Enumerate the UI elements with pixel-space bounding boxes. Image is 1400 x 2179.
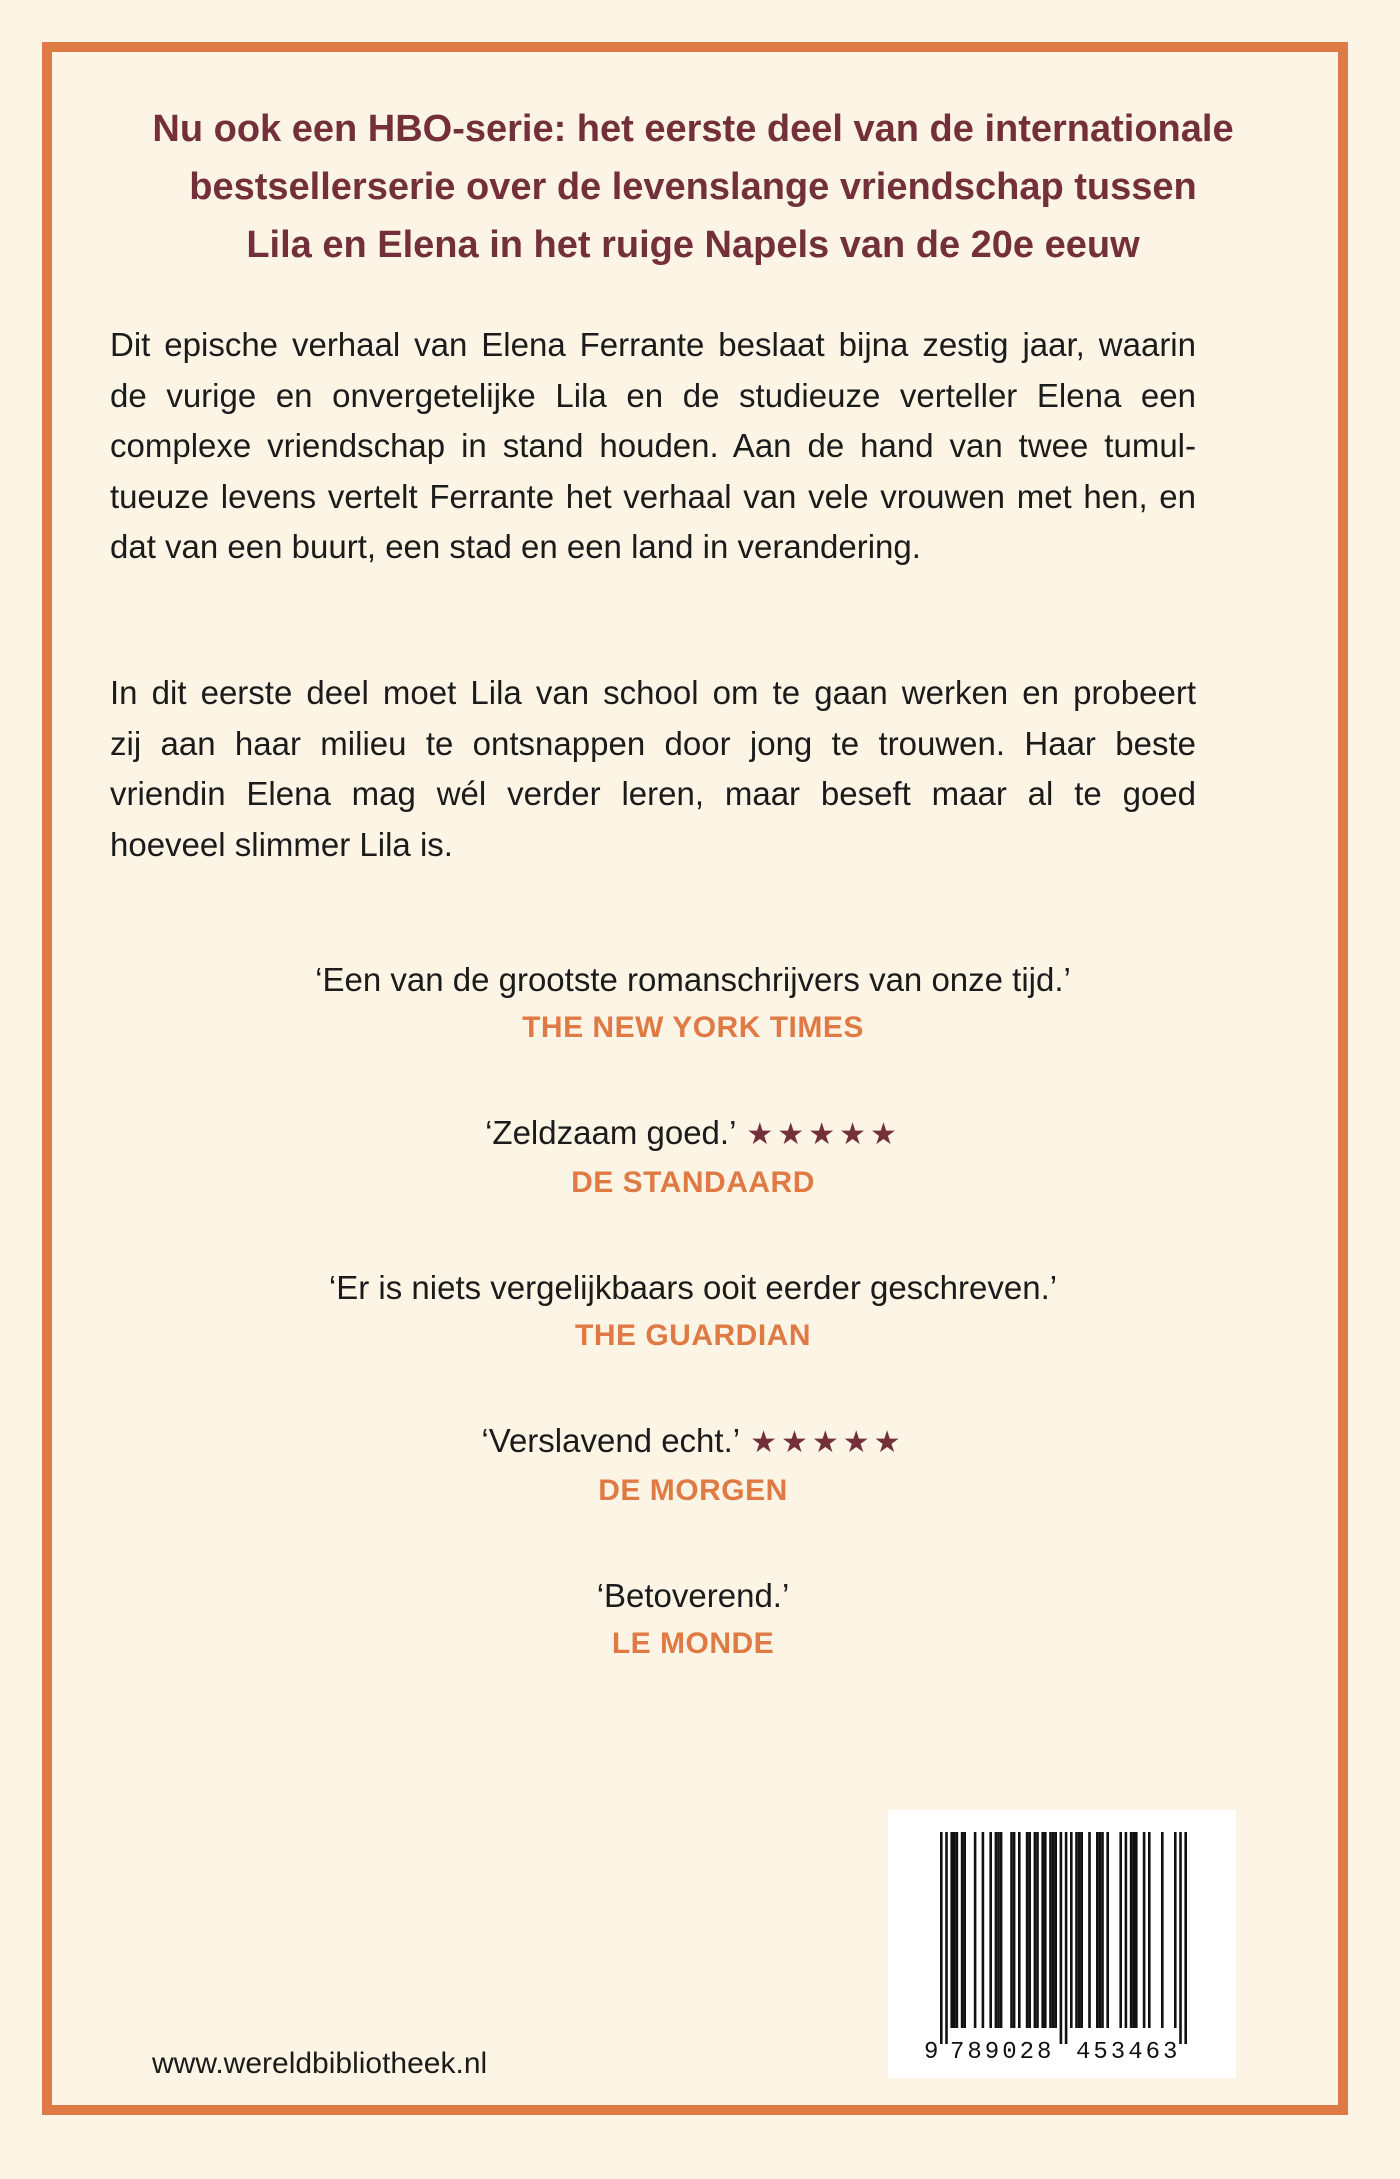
- barcode-bar: [1125, 1832, 1128, 2028]
- barcode-guard-bar: [1184, 1832, 1187, 2044]
- barcode-bar: [974, 1832, 977, 2028]
- quote-text-line: [110, 1571, 1276, 1621]
- barcode-bar: [1013, 1832, 1016, 2028]
- quote-text: ‘Zeldzaam goed.’: [485, 1114, 737, 1151]
- barcode-bar: [1041, 1832, 1044, 2028]
- barcode-bar: [1080, 1832, 1083, 2028]
- description-paragraph-1: [110, 320, 1196, 573]
- barcode-bar: [982, 1832, 985, 2028]
- barcode-bar: [1078, 1832, 1081, 2028]
- barcode-digit-prefix: 9: [924, 2039, 939, 2066]
- review-quote: [110, 1416, 1276, 1514]
- barcode-bar: [1148, 1832, 1151, 2028]
- barcode-bar: [1018, 1832, 1021, 2028]
- barcode-digits-left: 789028: [950, 2039, 1055, 2066]
- quote-text-line: [110, 955, 1276, 1005]
- quote-text: ‘Verslavend echt.’: [481, 1422, 741, 1459]
- review-quote: [110, 1571, 1276, 1667]
- review-quote: [110, 1263, 1276, 1359]
- barcode-bar: [963, 1832, 966, 2028]
- barcode-guard-bar: [940, 1832, 943, 2044]
- barcode-bar: [1130, 1832, 1133, 2028]
- barcode-bar: [1099, 1832, 1102, 2028]
- barcode-bar: [989, 1832, 992, 2028]
- barcode-bar: [961, 1832, 964, 2028]
- barcode-bar: [1075, 1832, 1078, 2028]
- barcode-guard-bar: [1060, 1832, 1063, 2044]
- quote-text: ‘Een van de grootste romanschrijvers van onze tijd.’: [315, 961, 1071, 998]
- barcode-guard-bar: [1065, 1832, 1068, 2044]
- barcode-bar: [1049, 1832, 1052, 2028]
- barcode-bar: [1135, 1832, 1138, 2028]
- paragraph-line: vriendin Elena mag wél verder leren, maar beseft maar al te goed: [110, 775, 1196, 812]
- headline: [110, 100, 1276, 274]
- review-quote: [110, 955, 1276, 1051]
- barcode-bar: [1036, 1832, 1039, 2028]
- quote-text: ‘Betoverend.’: [596, 1577, 790, 1614]
- barcode-bar: [1054, 1832, 1057, 2028]
- paragraph-line: hoeveel slimmer Lila is.: [110, 825, 453, 863]
- barcode-bar: [1101, 1832, 1104, 2028]
- barcode-bar: [997, 1832, 1000, 2028]
- paragraph-line: complexe vriendschap in stand houden. Aan de hand van twee tumul-: [110, 427, 1196, 464]
- barcode-bar: [953, 1832, 956, 2028]
- barcode-bar: [1044, 1832, 1047, 2028]
- barcode-graphic: [888, 1810, 1236, 2078]
- barcode-bar: [1174, 1832, 1177, 2028]
- barcode-bar: [1000, 1832, 1003, 2028]
- barcode-bar: [1161, 1832, 1164, 2028]
- review-quotes: [110, 955, 1276, 1667]
- barcode-bar: [1143, 1832, 1146, 2028]
- quote-text-line: [110, 1263, 1276, 1313]
- barcode-bar: [1026, 1832, 1029, 2028]
- barcode-guard-bar: [1179, 1832, 1182, 2044]
- star-rating-icon: ★★★★★: [750, 1426, 905, 1459]
- barcode-bar: [1070, 1832, 1073, 2028]
- barcode-bar: [1034, 1832, 1037, 2028]
- barcode-guard-bar: [945, 1832, 948, 2044]
- barcode-bar: [956, 1832, 959, 2028]
- headline-line: Lila en Elena in het ruige Napels van de 20e eeuw: [246, 224, 1140, 266]
- barcode-bar: [1052, 1832, 1055, 2028]
- barcode-bar: [1106, 1832, 1109, 2028]
- barcode-digits-right: 453463: [1076, 2039, 1181, 2066]
- barcode-bar: [1119, 1832, 1122, 2028]
- description-paragraph-2: [110, 668, 1196, 870]
- isbn-barcode: [888, 1810, 1236, 2078]
- quote-source: THE GUARDIAN: [575, 1319, 811, 1352]
- review-quote: [110, 1108, 1276, 1206]
- paragraph-line: Dit epische verhaal van Elena Ferrante beslaat bijna zestig jaar, waarin: [110, 326, 1196, 363]
- headline-line: Nu ook een HBO-serie: het eerste deel van de internationale: [152, 108, 1234, 150]
- quote-source: DE STANDAARD: [571, 1166, 815, 1199]
- quote-text: ‘Er is niets vergelijkbaars ooit eerder geschreven.’: [328, 1269, 1058, 1306]
- barcode-bar: [1096, 1832, 1099, 2028]
- quote-source: DE MORGEN: [598, 1474, 788, 1507]
- quote-source: LE MONDE: [611, 1627, 775, 1660]
- publisher-website: www.wereldbibliotheek.nl: [152, 2047, 488, 2080]
- barcode-bar: [1088, 1832, 1091, 2028]
- barcode-bar: [1028, 1832, 1031, 2028]
- paragraph-line: tueuze levens vertelt Ferrante het verhaal van vele vrouwen met hen, en: [110, 477, 1196, 515]
- barcode-bars: [940, 1832, 1187, 2044]
- quote-source: THE NEW YORK TIMES: [522, 1011, 864, 1044]
- paragraph-line: dat van een buurt, een stad en een land in verandering.: [110, 528, 921, 565]
- barcode-bar: [950, 1832, 953, 2028]
- headline-line: bestsellerserie over de levenslange vriendschap tussen: [189, 166, 1197, 208]
- barcode-bar: [1132, 1832, 1135, 2028]
- paragraph-line: zij aan haar milieu te ontsnappen door jong te trouwen. Haar beste: [110, 724, 1196, 762]
- barcode-bar: [1010, 1832, 1013, 2028]
- barcode-bar: [995, 1832, 998, 2028]
- quote-text-line: [110, 1416, 1276, 1468]
- paragraph-line: In dit eerste deel moet Lila van school om te gaan werken en probeert: [110, 674, 1196, 711]
- quote-text-line: [110, 1108, 1276, 1160]
- star-rating-icon: ★★★★★: [746, 1118, 901, 1151]
- paragraph-line: de vurige en onvergetelijke Lila en de studieuze verteller Elena een: [110, 376, 1196, 414]
